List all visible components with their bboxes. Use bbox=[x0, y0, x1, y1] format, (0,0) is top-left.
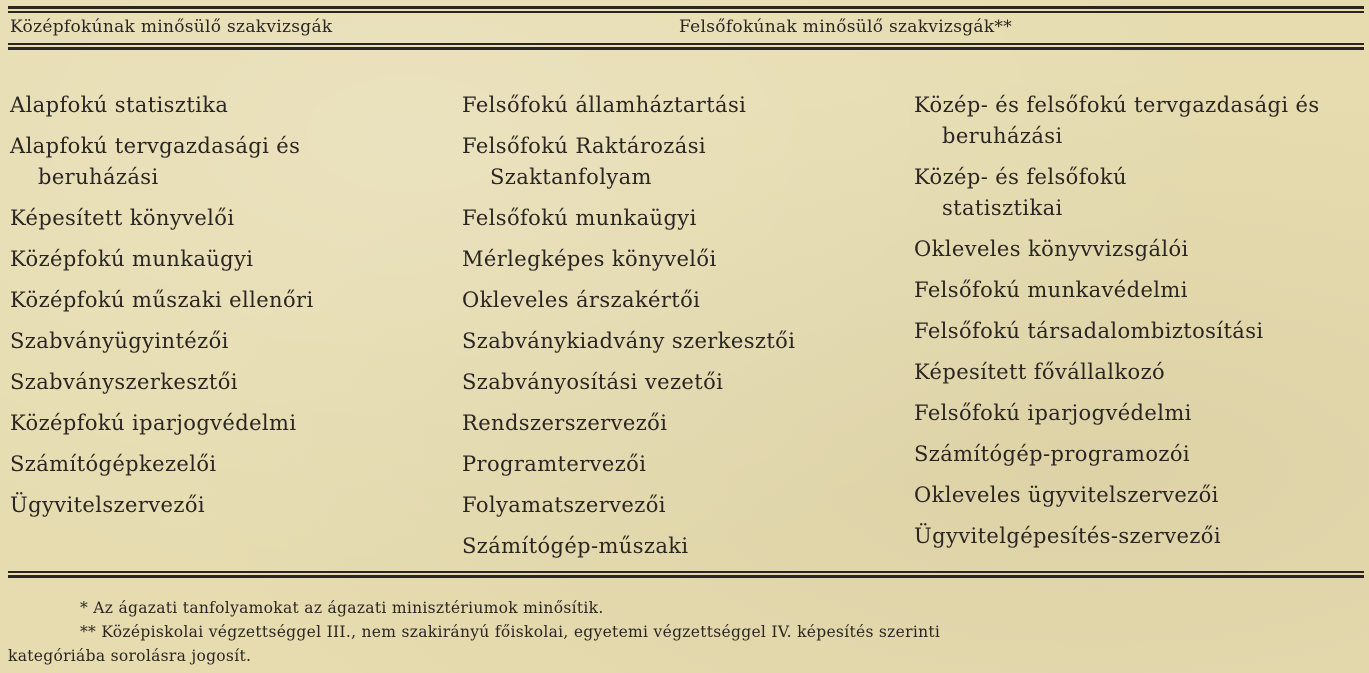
list-item: Okleveles ügyvitelszervezői bbox=[914, 483, 1219, 507]
list-item: Szabványügyintézői bbox=[10, 329, 229, 353]
list-item: Felsőfokú társadalombiztosítási bbox=[914, 319, 1264, 343]
header-left: Középfokúnak minősülő szakvizsgák bbox=[10, 17, 333, 37]
list-item: Képesített könyvelői bbox=[10, 206, 235, 230]
list-item: Középfokú iparjogvédelmi bbox=[10, 411, 297, 435]
list-item: Felsőfokú munkaügyi bbox=[462, 206, 697, 230]
list-item: Alapfokú tervgazdasági és beruházási bbox=[10, 134, 301, 189]
list-item: Közép- és felsőfokú tervgazdasági és beruházási bbox=[914, 93, 1320, 148]
list-item: Felsőfokú munkavédelmi bbox=[914, 278, 1188, 302]
header-rule-thick bbox=[8, 47, 1364, 50]
list-item: Rendszerszervezői bbox=[462, 411, 668, 435]
list-item: Okleveles árszakértői bbox=[462, 288, 701, 312]
list-item: Képesített fővállalkozó bbox=[914, 360, 1166, 384]
bottom-rule-thin bbox=[8, 571, 1364, 573]
list-item: Alapfokú statisztika bbox=[10, 93, 229, 117]
list-item: Felsőfokú iparjogvédelmi bbox=[914, 401, 1192, 425]
list-item: Okleveles könyvvizsgálói bbox=[914, 237, 1189, 261]
column-higher-level-2 bbox=[914, 90, 1364, 562]
footnote-1: * Az ágazati tanfolyamokat az ágazati minisztériumok minősítik. bbox=[80, 599, 604, 617]
list-item: Mérlegképes könyvelői bbox=[462, 247, 717, 271]
bottom-rule-thick bbox=[8, 575, 1364, 578]
list-item: Középfokú műszaki ellenőri bbox=[10, 288, 314, 312]
footnote-2-line-2: kategóriába sorolásra jogosít. bbox=[8, 647, 252, 665]
list-item: Ügyvitelszervezői bbox=[10, 493, 205, 517]
column-higher-level-1 bbox=[462, 90, 902, 572]
top-rule-thin bbox=[8, 11, 1364, 13]
list-item: Középfokú munkaügyi bbox=[10, 247, 254, 271]
list-item: Felsőfokú Raktározási Szaktanfolyam bbox=[462, 134, 706, 189]
list-item: Szabványszerkesztői bbox=[10, 370, 238, 394]
list-item: Szabványkiadvány szerkesztői bbox=[462, 329, 796, 353]
list-item: Felsőfokú államháztartási bbox=[462, 93, 747, 117]
column-middle-level bbox=[10, 90, 450, 531]
list-item: Programtervezői bbox=[462, 452, 647, 476]
list-item: Ügyvitelgépesítés-szervezői bbox=[914, 524, 1221, 548]
header-right: Felsőfokúnak minősülő szakvizsgák** bbox=[679, 17, 1013, 37]
list-item: Számítógép-műszaki bbox=[462, 534, 689, 558]
list-item: Számítógép-programozói bbox=[914, 442, 1190, 466]
list-item: Folyamatszervezői bbox=[462, 493, 666, 517]
list-item: Számítógépkezelői bbox=[10, 452, 217, 476]
list-item: Szabványosítási vezetői bbox=[462, 370, 724, 394]
top-rule-thick bbox=[8, 6, 1364, 9]
list-item: Közép- és felsőfokú statisztikai bbox=[914, 165, 1127, 220]
footnote-2-line-1: ** Középiskolai végzettséggel III., nem szakirányú főiskolai, egyetemi végzettséggel IV. képesítés szerinti bbox=[80, 623, 941, 641]
header-rule-thin bbox=[8, 43, 1364, 45]
